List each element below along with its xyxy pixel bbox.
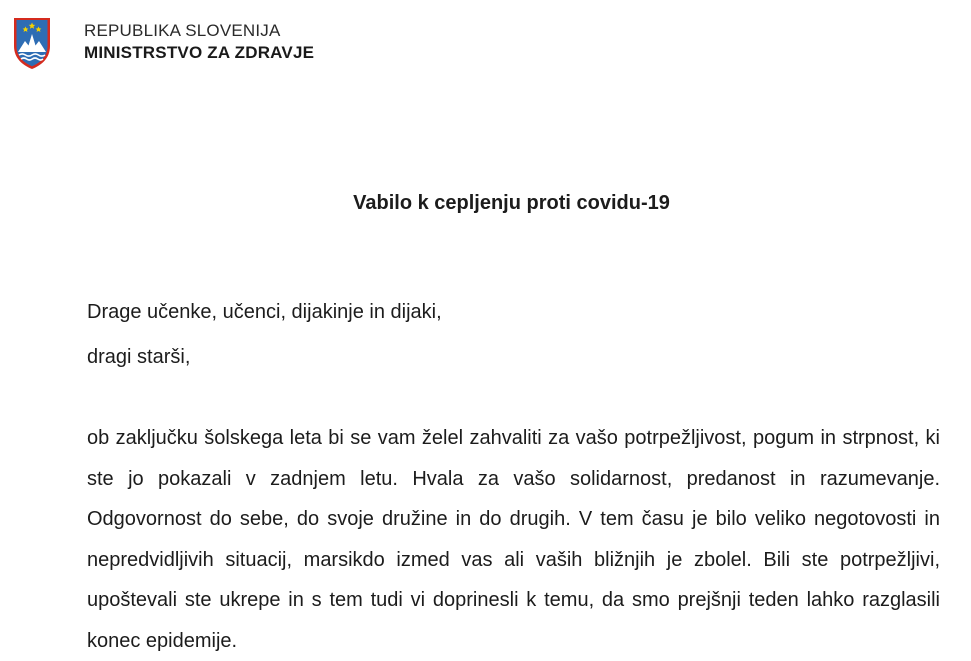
- letterhead: [12, 14, 314, 70]
- body-paragraph: ob zaključku šolskega leta bi se vam želel zahvaliti za vašo potrpežljivost, pogum in strpnost, ki ste jo pokazali v zadnjem letu. Hvala za vašo solidarnost, predanost in razumevanje. Odgovornost do sebe, do svoje družine in do drugih. V tem času je bilo veliko negotovosti in nepredvidljivih situacij, marsikdo izmed vas ali vaših bližnjih je zbolel. Bili ste potrpežljivi, upoštevali ste ukrepe in s tem tudi vi doprinesli k temu, da smo prejšnji teden lahko razglasili konec epidemije.: [87, 427, 940, 652]
- ministry-name: MINISTRSTVO ZA ZDRAVJE: [84, 43, 315, 62]
- country-name: REPUBLIKA SLOVENIJA: [84, 21, 281, 40]
- slovenia-coat-of-arms-icon: [12, 16, 52, 70]
- document-title: Vabilo k cepljenju proti covidu-19: [353, 192, 670, 214]
- greeting-line-1: Drage učenke, učenci, dijakinje in dijaki,: [87, 301, 442, 323]
- greeting-line-2: dragi starši,: [87, 346, 191, 368]
- organization-name: [84, 14, 314, 64]
